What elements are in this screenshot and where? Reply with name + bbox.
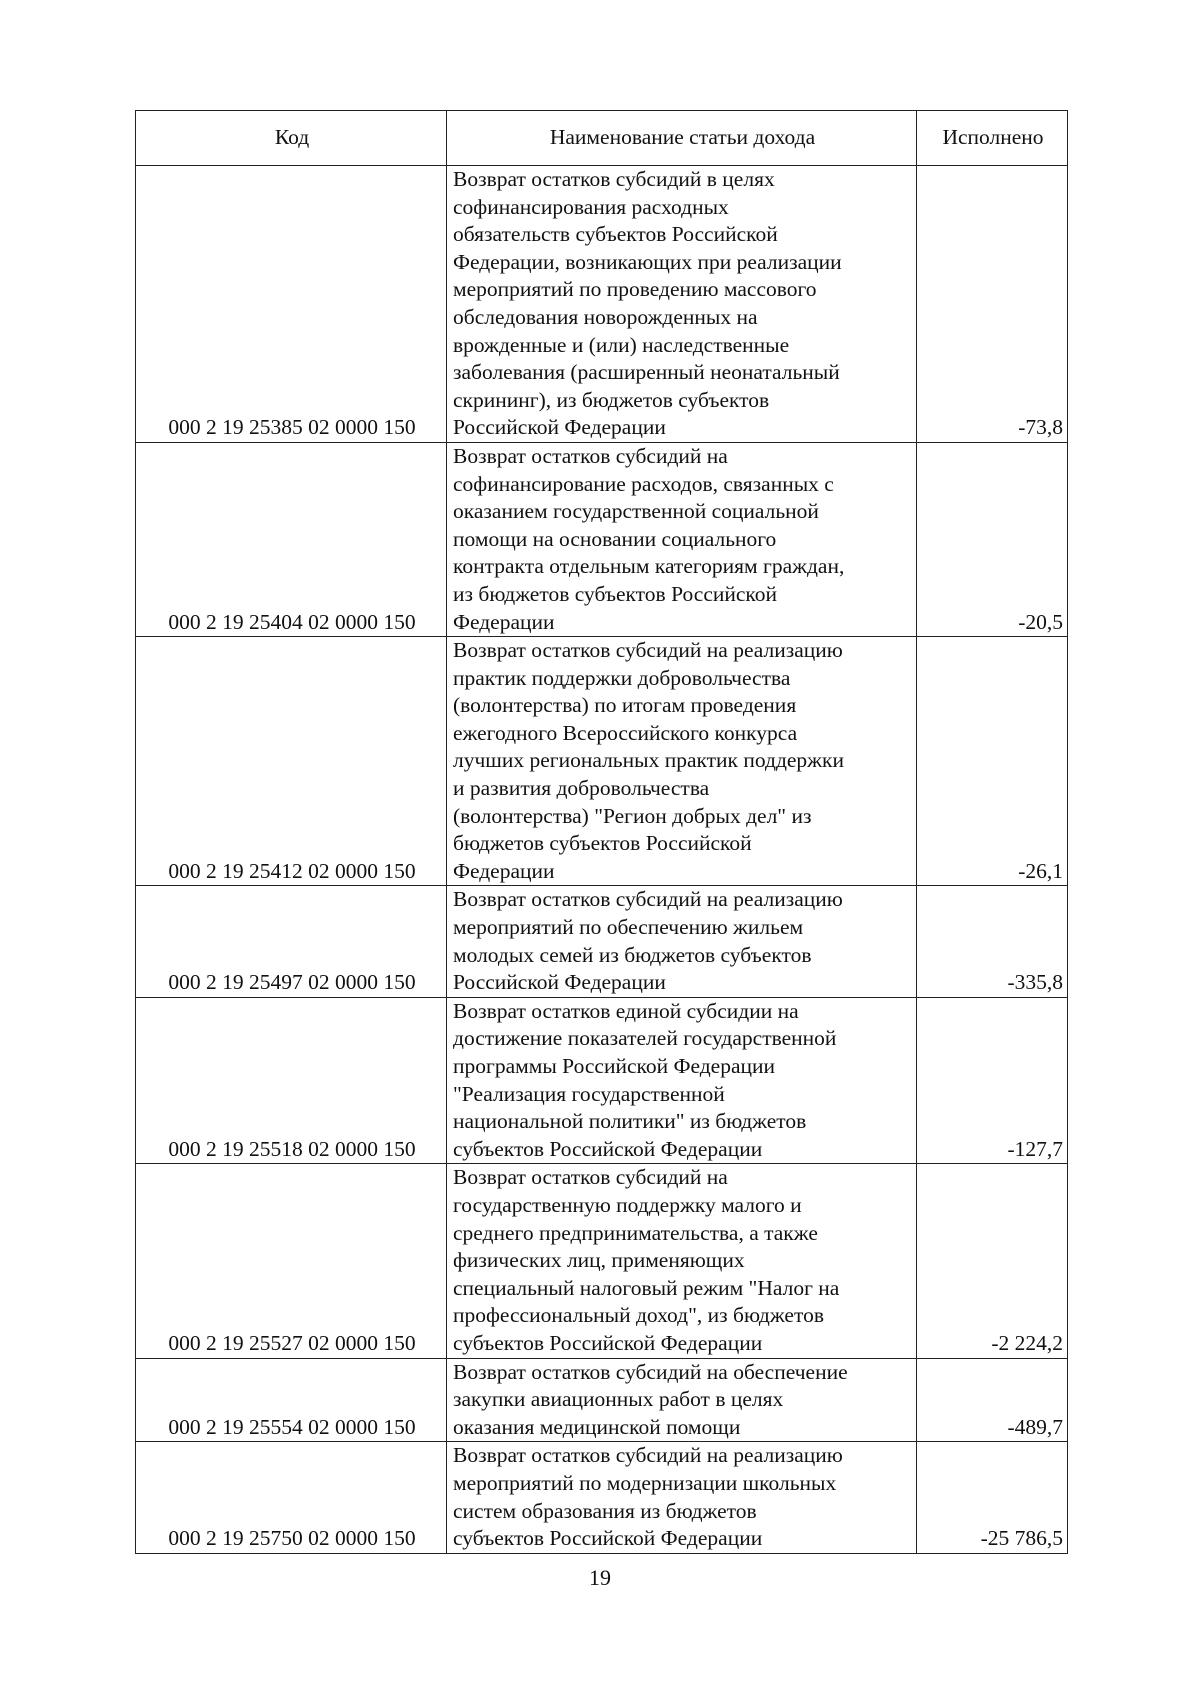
row-executed: -489,7: [917, 1358, 1068, 1442]
row-code: 000 2 19 25750 02 0000 150: [136, 1442, 447, 1553]
table-row: [136, 1442, 1068, 1553]
table-row: [136, 1164, 1068, 1358]
table-row: [136, 166, 1068, 443]
header-code: Код: [136, 111, 447, 166]
row-name: Возврат остатков субсидий на реализацию мероприятий по обеспечению жильем молодых семей из бюджетов субъектов Российской Федерации: [447, 886, 917, 997]
row-code: 000 2 19 25497 02 0000 150: [136, 886, 447, 997]
row-executed: -335,8: [917, 886, 1068, 997]
row-name: Возврат остатков субсидий в целях софинансирования расходных обязательств субъектов Российской Федерации, возникающих при реализации мероприятий по проведению массового обследования новорожденных на врожденные и (или) наследственные заболевания (расширенный неонатальный скрининг), из бюджетов субъектов Российской Федерации: [447, 166, 917, 443]
table-row: [136, 1358, 1068, 1442]
row-code: 000 2 19 25404 02 0000 150: [136, 442, 447, 636]
row-name: Возврат остатков субсидий на софинансирование расходов, связанных с оказанием государственной социальной помощи на основании социального контракта отдельным категориям граждан, из бюджетов субъектов Российской Федерации: [447, 442, 917, 636]
row-executed: -20,5: [917, 442, 1068, 636]
row-code: 000 2 19 25554 02 0000 150: [136, 1358, 447, 1442]
row-name: Возврат остатков субсидий на реализацию мероприятий по модернизации школьных систем образования из бюджетов субъектов Российской Федерации: [447, 1442, 917, 1553]
row-executed: -2 224,2: [917, 1164, 1068, 1358]
table-header-row: [136, 111, 1068, 166]
row-name: Возврат остатков субсидий на реализацию практик поддержки добровольчества (волонтерства) по итогам проведения ежегодного Всероссийского конкурса лучших региональных практик поддержки и развития добровольчества (волонтерства) "Регион добрых дел" из бюджетов субъектов Российской Федерации: [447, 637, 917, 886]
row-code: 000 2 19 25527 02 0000 150: [136, 1164, 447, 1358]
row-executed: -26,1: [917, 637, 1068, 886]
row-executed: -127,7: [917, 997, 1068, 1164]
row-name: Возврат остатков единой субсидии на достижение показателей государственной программы Российской Федерации "Реализация государственной национальной политики" из бюджетов субъектов Российской Федерации: [447, 997, 917, 1164]
table-row: [136, 442, 1068, 636]
row-executed: -73,8: [917, 166, 1068, 443]
revenue-table: [135, 110, 1068, 1554]
page-number: 19: [589, 1565, 611, 1590]
header-name: Наименование статьи дохода: [447, 111, 917, 166]
header-executed: Исполнено: [917, 111, 1068, 166]
row-name: Возврат остатков субсидий на государственную поддержку малого и среднего предпринимательства, а также физических лиц, применяющих специальный налоговый режим "Налог на профессиональный доход", из бюджетов субъектов Российской Федерации: [447, 1164, 917, 1358]
row-name: Возврат остатков субсидий на обеспечение закупки авиационных работ в целях оказания медицинской помощи: [447, 1358, 917, 1442]
row-executed: -25 786,5: [917, 1442, 1068, 1553]
table-row: [136, 637, 1068, 886]
row-code: 000 2 19 25518 02 0000 150: [136, 997, 447, 1164]
row-code: 000 2 19 25385 02 0000 150: [136, 166, 447, 443]
table-row: [136, 886, 1068, 997]
table-row: [136, 997, 1068, 1164]
row-code: 000 2 19 25412 02 0000 150: [136, 637, 447, 886]
